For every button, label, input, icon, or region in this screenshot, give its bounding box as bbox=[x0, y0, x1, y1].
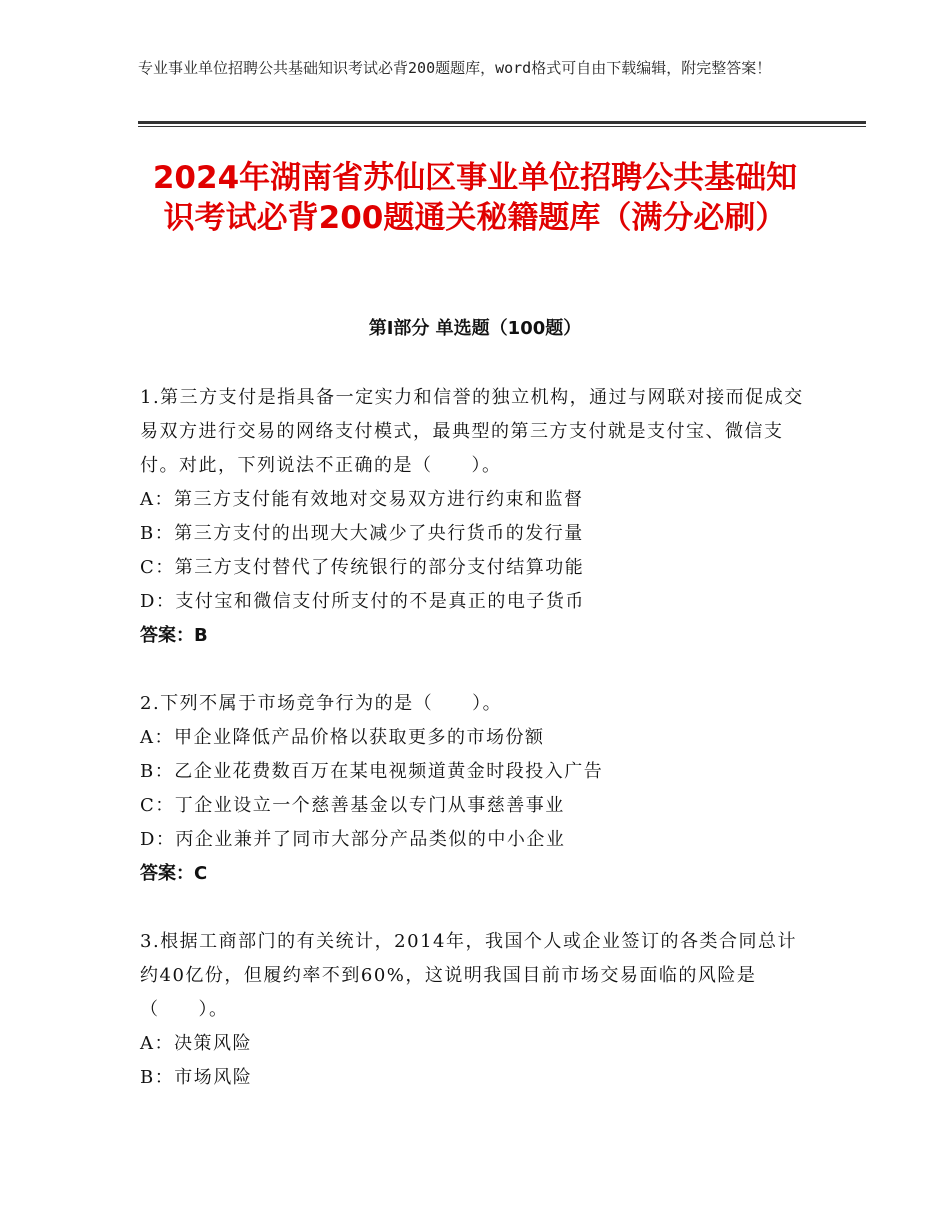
option-c: C：第三方支付替代了传统银行的部分支付结算功能 bbox=[140, 557, 585, 578]
option-b: B：乙企业花费数百万在某电视频道黄金时段投入广告 bbox=[140, 761, 604, 782]
question-stem: 2.下列不属于市场竞争行为的是（ ）。 bbox=[140, 693, 503, 714]
option-d: D：支付宝和微信支付所支付的不是真正的电子货币 bbox=[140, 591, 585, 612]
question-2 bbox=[140, 687, 812, 891]
option-a: A：甲企业降低产品价格以获取更多的市场份额 bbox=[140, 727, 545, 748]
header-divider-thick bbox=[138, 121, 866, 124]
option-a: A：决策风险 bbox=[140, 1033, 252, 1054]
option-c: C：丁企业设立一个慈善基金以专门从事慈善事业 bbox=[140, 795, 565, 816]
answer-label: 答案：C bbox=[140, 863, 208, 884]
answer-label: 答案：B bbox=[140, 625, 208, 646]
header-note: 专业事业单位招聘公共基础知识考试必背200题题库，word格式可自由下载编辑，附完整答案！ bbox=[138, 59, 772, 77]
question-stem: 1.第三方支付是指具备一定实力和信誉的独立机构，通过与网联对接而促成交易双方进行交易的网络支付模式，最典型的第三方支付就是支付宝、微信支付。对此，下列说法不正确的是（ ）。 bbox=[140, 387, 804, 476]
question-list bbox=[140, 381, 812, 1095]
option-b: B：市场风险 bbox=[140, 1067, 253, 1088]
question-3 bbox=[140, 925, 812, 1095]
option-d: D：丙企业兼并了同市大部分产品类似的中小企业 bbox=[140, 829, 566, 850]
question-stem: 3.根据工商部门的有关统计，2014年，我国个人或企业签订的各类合同总计约40亿份，但履约率不到60%，这说明我国目前市场交易面临的风险是（ ）。 bbox=[140, 931, 797, 1020]
section-title: 第Ⅰ部分 单选题（100题） bbox=[368, 318, 582, 339]
document-title: 2024年湖南省苏仙区事业单位招聘公共基础知识考试必背200题通关秘籍题库（满分必刷） bbox=[152, 160, 798, 236]
question-1 bbox=[140, 381, 812, 653]
option-b: B：第三方支付的出现大大减少了央行货币的发行量 bbox=[140, 523, 584, 544]
header-divider-thin bbox=[138, 126, 866, 127]
option-a: A：第三方支付能有效地对交易双方进行约束和监督 bbox=[140, 489, 584, 510]
